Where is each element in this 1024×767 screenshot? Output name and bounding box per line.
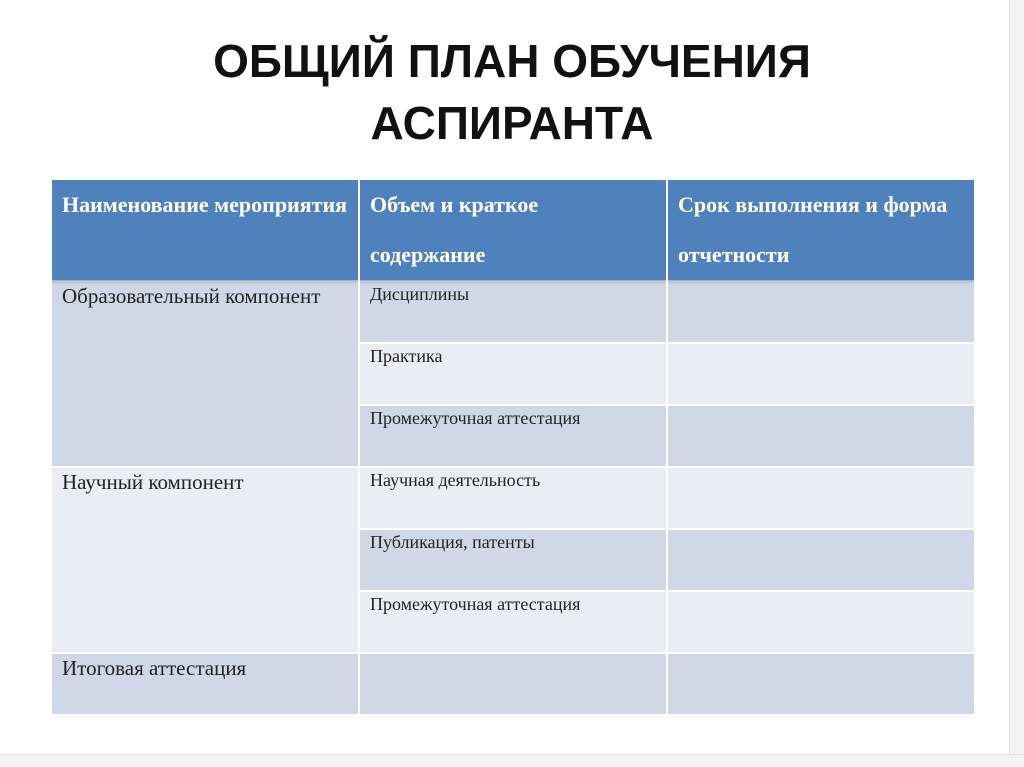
slide-title-line-1: ОБЩИЙ ПЛАН ОБУЧЕНИЯ [213, 35, 811, 87]
slide-title-line-2: АСПИРАНТА [370, 97, 654, 149]
deadline-cell [667, 405, 975, 467]
item-cell: Публикация, патенты [359, 529, 667, 591]
slide-frame-bottom [0, 754, 1024, 767]
group-cell-scientific: Научный компонент [51, 467, 359, 653]
slide-title [0, 30, 1024, 154]
group-cell-educational: Образовательный компонент [51, 281, 359, 467]
group-cell-final: Итоговая аттестация [51, 653, 359, 715]
header-deadline-report: Срок выполнения и форма отчетности [667, 179, 975, 281]
deadline-cell [667, 343, 975, 405]
header-volume-content: Объем и краткое содержание [359, 179, 667, 281]
item-cell: Дисциплины [359, 281, 667, 343]
table-row [51, 467, 975, 529]
item-cell: Промежуточная аттестация [359, 591, 667, 653]
table-row [51, 281, 975, 343]
item-cell: Научная деятельность [359, 467, 667, 529]
header-event-name: Наименование мероприятия [51, 179, 359, 281]
study-plan-table [50, 178, 976, 716]
deadline-cell [667, 591, 975, 653]
deadline-cell [667, 467, 975, 529]
table-header-row [51, 179, 975, 281]
item-cell: Практика [359, 343, 667, 405]
deadline-cell [667, 653, 975, 715]
deadline-cell [667, 529, 975, 591]
item-cell [359, 653, 667, 715]
item-cell: Промежуточная аттестация [359, 405, 667, 467]
table-row [51, 653, 975, 715]
deadline-cell [667, 281, 975, 343]
